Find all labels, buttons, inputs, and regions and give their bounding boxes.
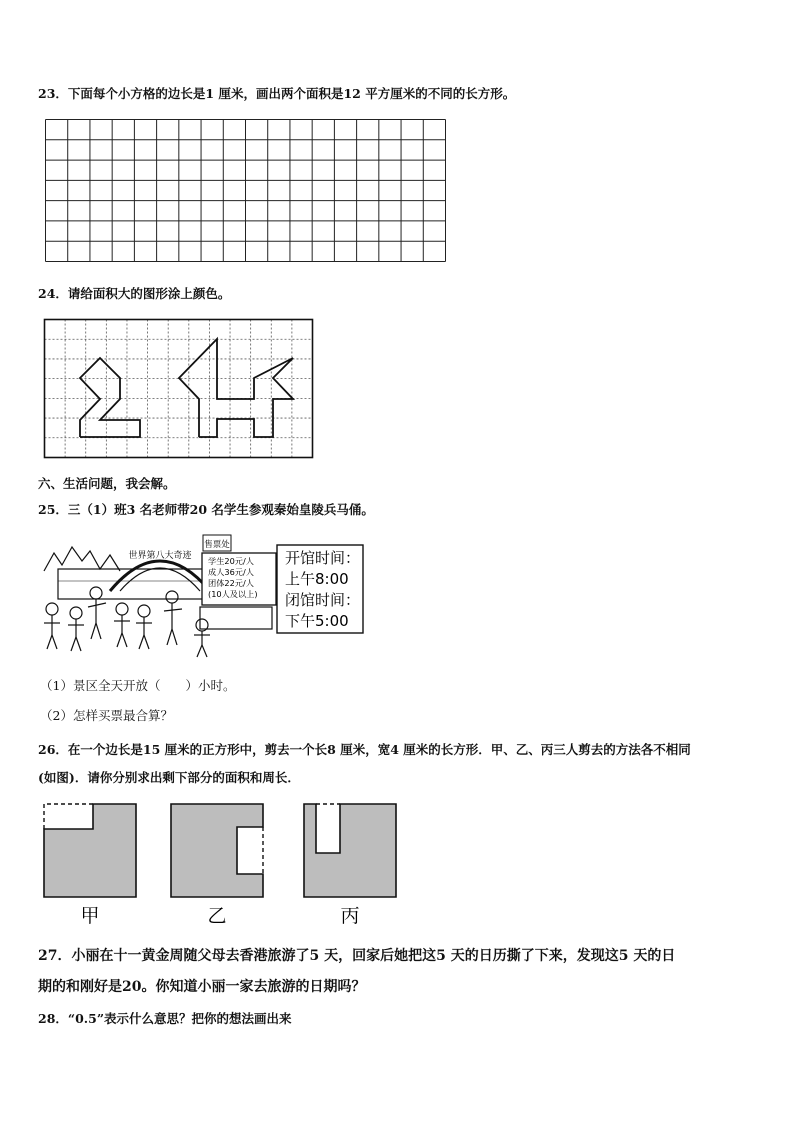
arch-text: 世界第八大奇迹 [128, 551, 192, 561]
ticket-booth-title: 售票处 [204, 540, 230, 550]
figure-label: 丙 [340, 905, 360, 927]
ticket-line: 学生20元/人 [208, 556, 254, 566]
question-25-sub2: （2）怎样买票最合算？ [40, 708, 173, 723]
hours-line: 上午8:00 [285, 570, 349, 588]
question-27-line2: 期的和刚好是20。你知道小丽一家去旅游的日期吗？ [38, 979, 366, 995]
hours-line: 开馆时间： [285, 549, 361, 567]
question-24: 24．请给面积大的图形涂上颜色。 [38, 286, 231, 301]
figure-label: 甲 [80, 905, 100, 927]
figure-jia [44, 804, 140, 930]
question-26-line1: 26．在一个边长是15 厘米的正方形中，剪去一个长8 厘米，宽4 厘米的长方形．甲、乙、丙三人剪去的方法各不相同 [38, 742, 691, 757]
question-23: 23．下面每个小方格的边长是1 厘米，画出两个面积是12 平方厘米的不同的长方形。 [38, 86, 516, 101]
museum-illustration [40, 531, 370, 661]
ticket-line: (10人及以上) [208, 589, 258, 599]
ticket-line: 团体22元/人 [208, 578, 254, 588]
hours-line: 下午5:00 [285, 612, 349, 630]
question-28: 28．“0.5”表示什么意思？把你的想法画出来 [38, 1011, 292, 1026]
ticket-line: 成人36元/人 [208, 567, 254, 577]
section-title: 六、生活问题，我会解。 [38, 476, 176, 491]
figure-bing [304, 804, 400, 930]
shape-right [179, 339, 293, 437]
grid-paper[interactable] [45, 119, 447, 263]
figure-yi [171, 804, 267, 930]
shapes-grid-figure[interactable] [44, 319, 314, 459]
figure-label: 乙 [207, 905, 227, 927]
question-26-line2: (如图)．请你分别求出剩下部分的面积和周长． [38, 770, 300, 785]
question-27-line1: 27．小丽在十一黄金周随父母去香港旅游了5 天，回家后她把这5 天的日历撕了下来，发现这5 天的日 [38, 948, 676, 964]
question-25-sub1: （1）景区全天开放（ ）小时。 [40, 678, 236, 693]
shape-left [80, 358, 140, 437]
question-25: 25．三（1）班3 名老师带20 名学生参观秦始皇陵兵马俑。 [38, 502, 374, 517]
hours-line: 闭馆时间： [285, 591, 361, 609]
